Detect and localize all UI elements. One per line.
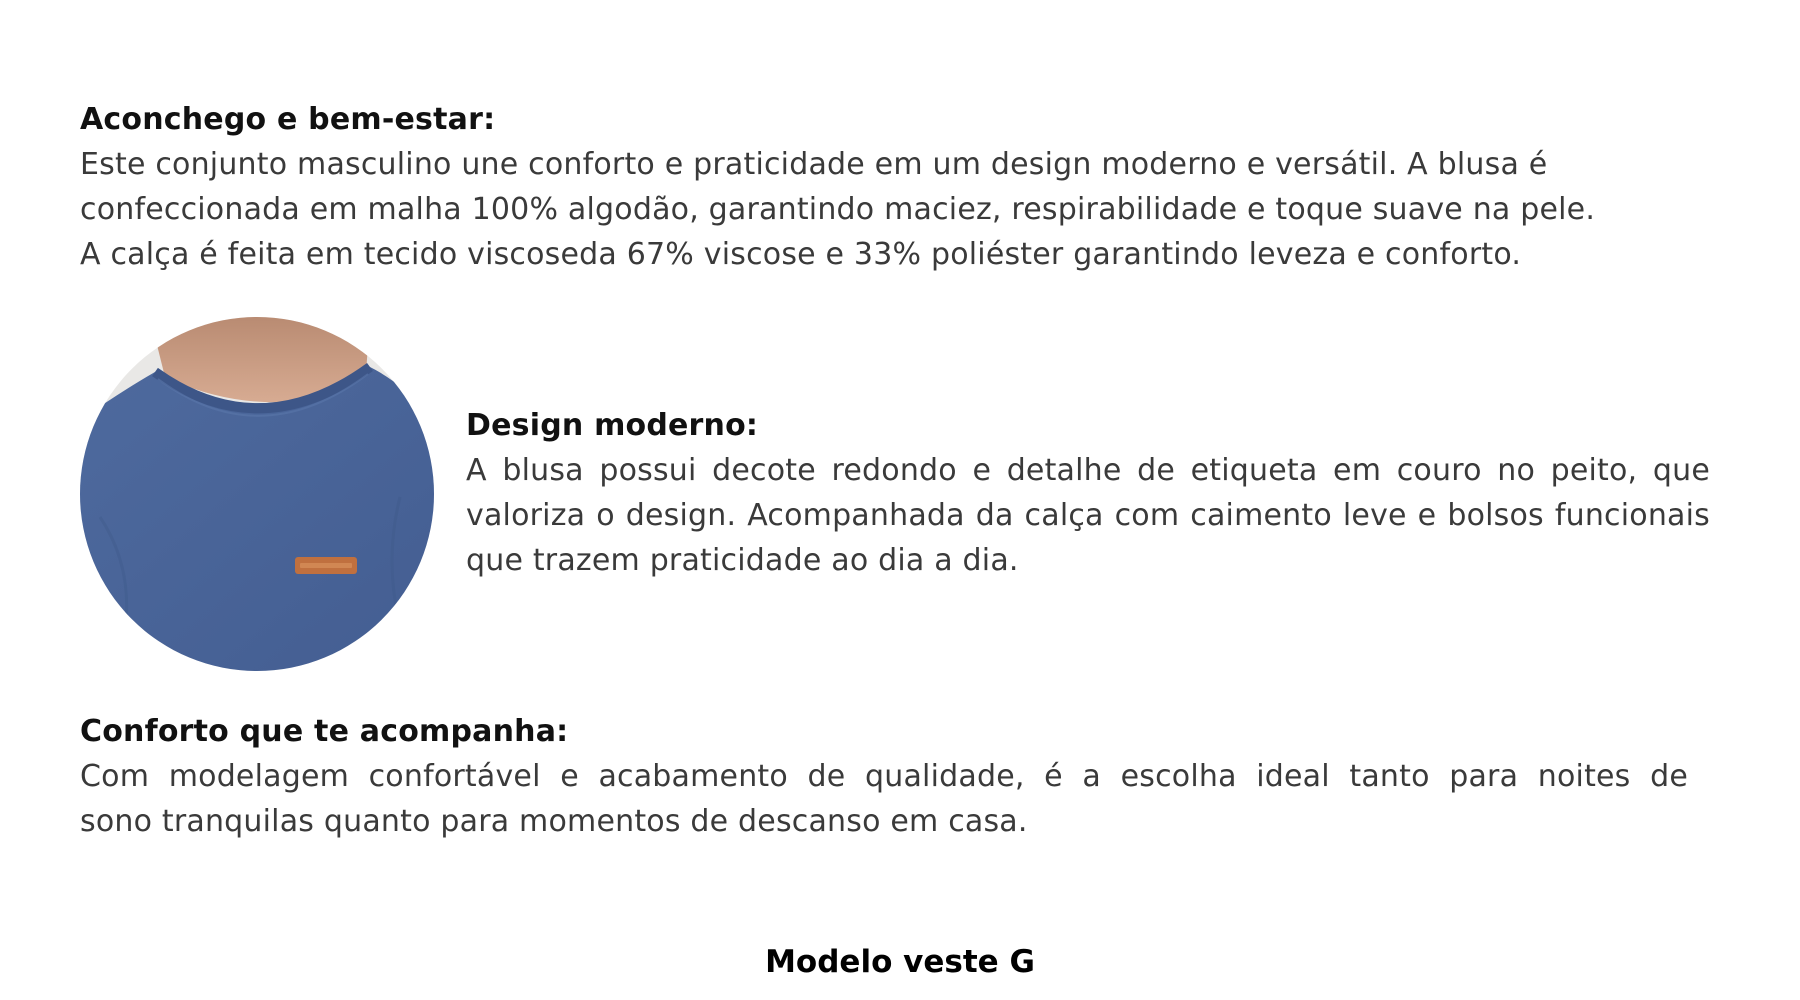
- product-detail-photo: [80, 317, 434, 671]
- section-comfort-line: Com modelagem confortável e acabamento de qualidade, é a escolha ideal tanto para noites de: [80, 759, 1688, 794]
- section-cozy: [80, 98, 1740, 277]
- section-cozy-line: A calça é feita em tecido viscoseda 67% viscose e 33% poliéster garantindo leveza e conforto.: [80, 237, 1522, 272]
- section-design-title: Design moderno:: [466, 408, 759, 443]
- section-comfort: [80, 710, 1740, 844]
- section-design-text: A blusa possui decote redondo e detalhe de etiqueta em couro no peito, que valoriza o design. Acompanhada da calça com caimento leve e bolsos funcionais que trazem praticidade ao dia a dia.: [466, 453, 1710, 578]
- section-comfort-title: Conforto que te acompanha:: [80, 714, 569, 749]
- section-design: [466, 404, 1710, 583]
- section-cozy-line: confeccionada em malha 100% algodão, garantindo maciez, respirabilidade e toque suave na pele.: [80, 192, 1596, 227]
- model-size-note: Modelo veste G: [765, 944, 1035, 980]
- section-cozy-title: Aconchego e bem-estar:: [80, 102, 496, 137]
- shirt-neckline-image: [80, 317, 434, 671]
- section-cozy-text: [80, 142, 1740, 277]
- section-comfort-text: [80, 754, 1740, 844]
- section-comfort-line: sono tranquilas quanto para momentos de descanso em casa.: [80, 804, 1028, 839]
- section-cozy-line: Este conjunto masculino une conforto e praticidade em um design moderno e versátil. A blusa é: [80, 147, 1548, 182]
